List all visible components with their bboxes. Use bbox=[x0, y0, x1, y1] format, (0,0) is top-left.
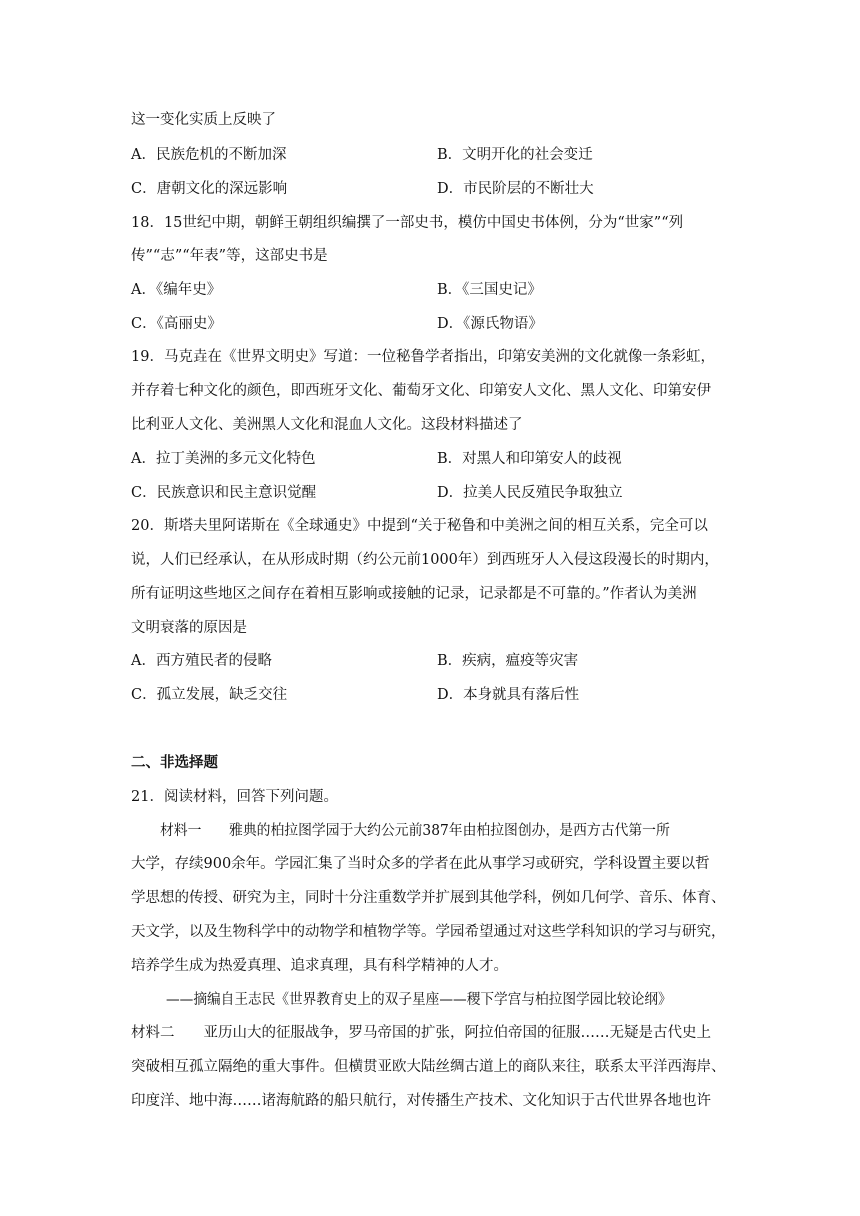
question-18-line-1: 18．15世纪中期，朝鲜王朝组织编撰了一部史书，模仿中国史书体例，分为“世家”“列 bbox=[131, 215, 684, 231]
q19-option-d: D．拉美人民反殖民争取独立 bbox=[437, 485, 623, 501]
question-19-line-1: 19．马克垚在《世界文明史》写道：一位秘鲁学者指出，印第安美洲的文化就像一条彩虹， bbox=[131, 349, 715, 365]
section-heading: 二、非选择题 bbox=[131, 755, 218, 771]
q17-option-c: C．唐朝文化的深远影响 bbox=[131, 181, 288, 197]
q17-option-d: D．市民阶层的不断壮大 bbox=[437, 181, 594, 197]
question-20-line-2: 说，人们已经承认，在从形成时期（约公元前1000年）到西班牙人入侵这段漫长的时期内， bbox=[131, 552, 719, 568]
material-1-line-1: 材料一 雅典的柏拉图学园于大约公元前387年由柏拉图创办，是西方古代第一所 bbox=[160, 823, 670, 839]
q18-option-b: B．《三国史记》 bbox=[437, 282, 542, 298]
material-1-line-2: 大学，存续900余年。学园汇集了当时众多的学者在此从事学习或研究，学科设置主要以哲 bbox=[131, 856, 710, 872]
material-1-line-4: 天文学，以及生物科学中的动物学和植物学等。学园希望通过对这些学科知识的学习与研究， bbox=[131, 924, 726, 940]
material-1-line-3: 学思想的传授、研究为主，同时十分注重数学并扩展到其他学科，例如几何学、音乐、体育、 bbox=[131, 890, 726, 906]
question-18-line-2: 传”“志”“年表”等，这部史书是 bbox=[131, 248, 328, 264]
q18-option-d: D．《源氏物语》 bbox=[437, 316, 543, 332]
q17-option-a: A．民族危机的不断加深 bbox=[131, 147, 287, 163]
question-19-line-3: 比利亚人文化、美洲黑人文化和混血人文化。这段材料描述了 bbox=[131, 417, 523, 433]
q19-option-a: A．拉丁美洲的多元文化特色 bbox=[131, 451, 316, 467]
question-21-stem: 21．阅读材料，回答下列问题。 bbox=[131, 789, 338, 805]
question-19-line-2: 并存着七种文化的颜色，即西班牙文化、葡萄牙文化、印第安人文化、黑人文化、印第安伊 bbox=[131, 383, 711, 399]
material-2-line-1: 材料二 亚历山大的征服战争，罗马帝国的扩张，阿拉伯帝国的征服……无疑是古代史上 bbox=[131, 1025, 711, 1041]
q19-option-c: C．民族意识和民主意识觉醒 bbox=[131, 485, 317, 501]
q18-option-c: C．《高丽史》 bbox=[131, 316, 222, 332]
question-20-line-3: 所有证明这些地区之间存在着相互影响或接触的记录，记录都是不可靠的。”作者认为美洲 bbox=[131, 586, 697, 602]
q20-option-c: C．孤立发展，缺乏交往 bbox=[131, 687, 288, 703]
question-20-line-4: 文明衰落的原因是 bbox=[131, 620, 247, 636]
material-2-line-2: 突破相互孤立隔绝的重大事件。但横贯亚欧大陆丝绸古道上的商队来往，联系太平洋西海岸、 bbox=[131, 1059, 726, 1075]
q20-option-b: B．疾病，瘟疫等灾害 bbox=[437, 653, 579, 669]
q18-option-a: A．《编年史》 bbox=[131, 282, 222, 298]
question-17-stem: 这一变化实质上反映了 bbox=[131, 112, 276, 128]
material-1-source: ——摘编自王志民《世界教育史上的双子星座——稷下学宫与柏拉图学园比较论纲》 bbox=[166, 992, 672, 1008]
material-1-line-5: 培养学生成为热爱真理、追求真理，具有科学精神的人才。 bbox=[131, 958, 508, 974]
q19-option-b: B．对黑人和印第安人的歧视 bbox=[437, 451, 622, 467]
q17-option-b: B．文明开化的社会变迁 bbox=[437, 147, 593, 163]
q20-option-d: D．本身就具有落后性 bbox=[437, 687, 580, 703]
question-20-line-1: 20．斯塔夫里阿诺斯在《全球通史》中提到“关于秘鲁和中美洲之间的相互关系，完全可以 bbox=[131, 518, 708, 534]
q20-option-a: A．西方殖民者的侵略 bbox=[131, 653, 272, 669]
material-2-line-3: 印度洋、地中海……诸海航路的船只航行，对传播生产技术、文化知识于古代世界各地也许 bbox=[131, 1093, 711, 1109]
